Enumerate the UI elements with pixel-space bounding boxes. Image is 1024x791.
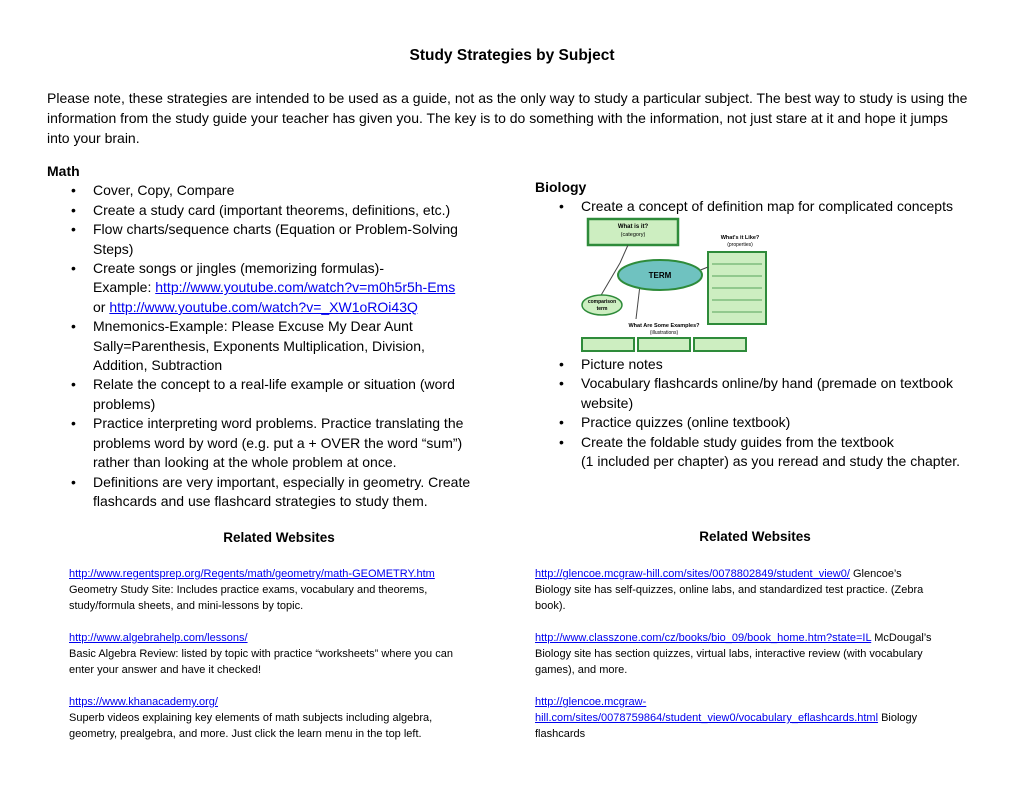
connector-line [636, 285, 640, 319]
site-desc: book). [535, 600, 566, 612]
biology-heading: Biology [535, 179, 587, 195]
site-desc: Biology site has self-quizzes, online labs, and standardized test practice. (Zebra [535, 584, 924, 596]
item-text: website) [581, 394, 634, 411]
intro-paragraph [47, 88, 987, 148]
whats-it-like-label: What's it Like? [720, 235, 760, 241]
site-desc: Geometry Study Site: Includes practice exams, vocabulary and theorems, [69, 584, 428, 596]
list-item [47, 220, 517, 259]
illustrations-label: (illustrations) [649, 330, 679, 336]
site-desc: games), and more. [535, 664, 628, 676]
song-example-line [93, 278, 517, 297]
item-text: • Create songs or jingles (memorizing formulas)- [93, 260, 384, 277]
list-item [47, 317, 517, 375]
math-heading: Math [47, 163, 80, 179]
site-entry [535, 694, 975, 742]
site-link[interactable]: http://www.regentsprep.org/Regents/math/geometry/math-GEOMETRY.htm [69, 568, 435, 580]
intro-line: into your brain. [47, 130, 140, 146]
biology-list-bottom-wrap [535, 355, 1005, 471]
site-entry [69, 630, 509, 678]
example-box [638, 338, 690, 351]
site-link-line [535, 630, 975, 646]
item-text: • Create a concept of definition map for complicated concepts [581, 198, 953, 215]
site-entry [535, 566, 975, 614]
item-text: • Definitions are very important, especially in geometry. Create [93, 473, 471, 490]
intro-line: Please note, these strategies are intended to be used as a guide, not as the only way to study a particular subject. The best way to study is using the [47, 90, 968, 106]
biology-list-bottom [535, 355, 1005, 471]
item-text: problems word by word (e.g. put a + OVER the word “sum”) [93, 434, 463, 451]
math-section [47, 162, 517, 511]
item-text: Addition, Subtraction [93, 357, 223, 374]
item-text: problems) [93, 395, 156, 412]
item-text: • Cover, Copy, Compare [93, 182, 235, 199]
site-desc: Basic Algebra Review: listed by topic with practice “worksheets” where you can [69, 648, 453, 660]
site-name: Biology [878, 712, 918, 724]
list-item [535, 433, 1005, 472]
site-link-line [535, 710, 975, 726]
example-box [582, 338, 634, 351]
site-link-line [535, 694, 975, 710]
site-link-line [535, 566, 975, 582]
list-item [535, 355, 1005, 374]
item-text: • Mnemonics-Example: Please Excuse My Dear Aunt [93, 318, 413, 335]
connector-line [620, 245, 628, 263]
item-text: • Relate the concept to a real-life example or situation (word [93, 376, 455, 393]
site-desc: Superb videos explaining key elements of math subjects including algebra, [69, 712, 433, 724]
site-link[interactable]: http://www.algebrahelp.com/lessons/ [69, 632, 248, 644]
intro-line: information from the study guide your teacher has given you. The key is to do something with the information, not just stare at it and hope it jumps [47, 110, 948, 126]
list-item [535, 197, 1005, 216]
site-entry [535, 630, 975, 678]
item-text: (1 included per chapter) as you reread and study the chapter. [581, 453, 961, 470]
biology-list-top [535, 197, 1005, 216]
item-text: • Flow charts/sequence charts (Equation or Problem-Solving [93, 221, 458, 238]
item-text: • Practice quizzes (online textbook) [581, 414, 791, 431]
site-name: McDougal’s [871, 632, 932, 644]
item-text: • Vocabulary flashcards online/by hand (premade on textbook [581, 375, 954, 392]
example-box [694, 338, 746, 351]
connector-line [600, 263, 620, 297]
item-text: • Create a study card (important theorems, definitions, etc.) [93, 201, 451, 218]
youtube-link-1[interactable]: http://www.youtube.com/watch?v=m0h5r5h-Ems [155, 279, 456, 296]
item-text: rather than looking at the whole problem at once. [93, 454, 397, 471]
site-link[interactable]: http://glencoe.mcgraw-hill.com/sites/0078802849/student_view0/ [535, 568, 850, 580]
term-label: TERM [648, 271, 672, 280]
item-text: flashcards and use flashcard strategies to study them. [93, 492, 428, 509]
site-name: Glencoe’s [849, 568, 902, 580]
biology-section [535, 178, 1005, 217]
properties-label: (properties) [727, 242, 753, 248]
biology-sites [535, 566, 975, 758]
site-entry [69, 566, 509, 614]
song-or-line [93, 298, 517, 317]
site-link[interactable]: https://www.khanacademy.org/ [69, 696, 218, 708]
list-item [47, 473, 517, 512]
site-desc: geometry, prealgebra, and more. Just click the learn menu in the top left. [69, 728, 422, 740]
site-desc: study/formula sheets, and mini-lessons by topic. [69, 600, 304, 612]
list-item [47, 181, 517, 200]
item-text: • Practice interpreting word problems. Practice translating the [93, 415, 464, 432]
what-is-it-label: What is it? [617, 224, 649, 230]
list-item [47, 375, 517, 414]
item-text: Steps) [93, 240, 134, 257]
concept-definition-map [580, 217, 772, 357]
list-item [535, 374, 1005, 413]
list-item [47, 259, 517, 317]
item-text: • Create the foldable study guides from the textbook [581, 433, 894, 450]
comparison-ellipse [582, 295, 622, 315]
math-list [47, 181, 517, 511]
youtube-link-2[interactable]: http://www.youtube.com/watch?v=_XW1oROi43Q [109, 298, 418, 315]
site-link[interactable]: http://glencoe.mcgraw- [535, 696, 647, 708]
math-sites [69, 566, 509, 758]
site-link[interactable]: http://www.classzone.com/cz/books/bio_09/book_home.htm?state=IL [535, 632, 872, 644]
site-entry [69, 694, 509, 742]
or-label: or [93, 298, 110, 315]
biology-related-title: Related Websites [699, 529, 811, 544]
example-label: Example: [93, 279, 156, 296]
page-title: Study Strategies by Subject [409, 47, 615, 64]
site-desc: Biology site has section quizzes, virtual labs, interactive review (with vocabulary [535, 648, 923, 660]
category-label: (category) [620, 232, 646, 238]
site-link[interactable]: hill.com/sites/0078759864/student_view0/vocabulary_eflashcards.html [535, 712, 879, 724]
item-text: Sally=Parenthesis, Exponents Multiplication, Division, [93, 337, 425, 354]
comparison-term-label: term [596, 306, 608, 312]
list-item [535, 413, 1005, 432]
math-related-title: Related Websites [223, 530, 335, 545]
site-desc: flashcards [535, 728, 586, 740]
item-text: • Picture notes [581, 356, 663, 372]
site-desc: enter your answer and have it checked! [69, 664, 262, 676]
comparison-label: comparison [587, 299, 617, 305]
list-item [47, 201, 517, 220]
list-item [47, 414, 517, 472]
examples-label: What Are Some Examples? [628, 323, 700, 329]
